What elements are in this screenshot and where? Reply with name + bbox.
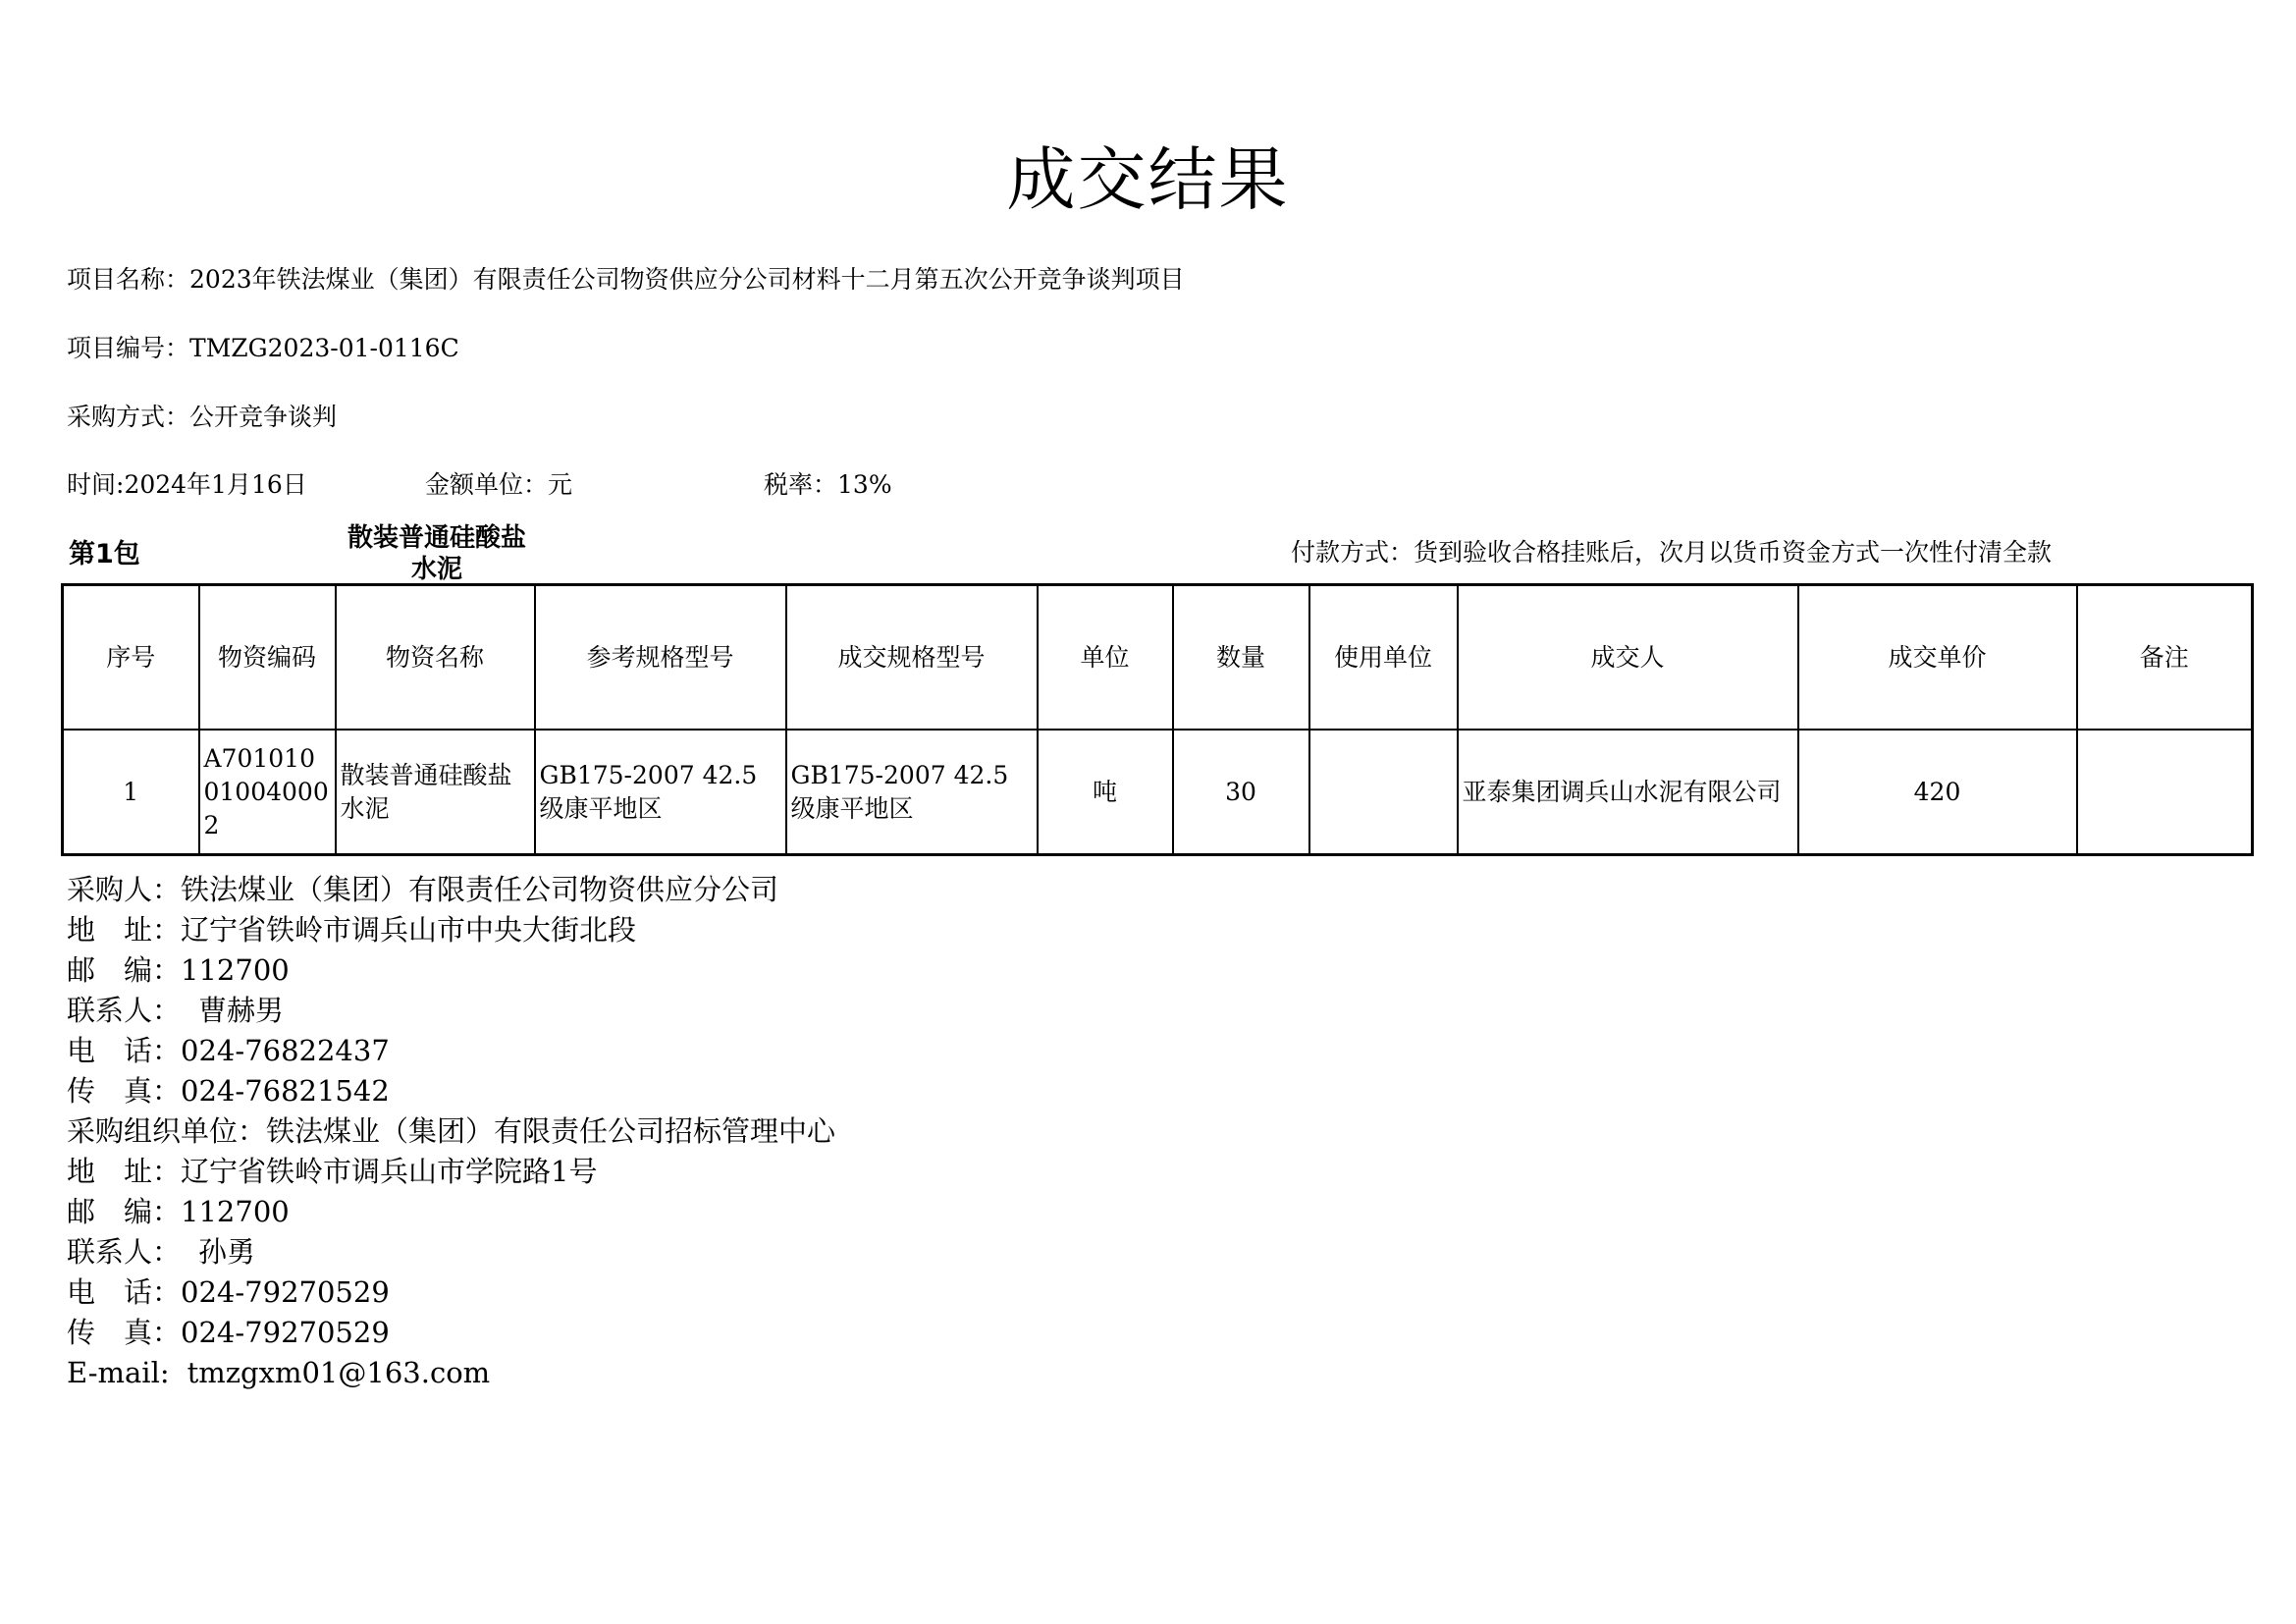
organizer-email[interactable]: tmzgxm01@163.com (187, 1356, 491, 1389)
organizer-postcode-label: 邮 编： (67, 1195, 182, 1228)
purchaser-postcode: 112700 (181, 953, 290, 987)
organizer-fax: 024-79270529 (181, 1316, 390, 1349)
payment-label: 付款方式： (1291, 538, 1415, 567)
col-header-user-unit: 使用单位 (1309, 585, 1458, 731)
package-label: 第1包 (69, 539, 140, 569)
organizer-contact-line (67, 1232, 255, 1272)
project-name-line (67, 263, 1185, 297)
organizer-name: 铁法煤业（集团）有限责任公司招标管理中心 (266, 1114, 836, 1148)
purchaser-phone-label: 电 话： (67, 1034, 182, 1067)
purchaser-address-label: 地 址： (67, 913, 182, 947)
organizer-fax-label: 传 真： (67, 1316, 182, 1349)
col-header-material-code: 物资编码 (199, 585, 336, 731)
project-name: 2023年铁法煤业（集团）有限责任公司物资供应分公司材料十二月第五次公开竞争谈判项目 (189, 265, 1185, 294)
purchaser-phone: 024-76822437 (181, 1034, 390, 1067)
table-row (63, 730, 2253, 855)
purchase-method: 公开竞争谈判 (189, 403, 338, 431)
currency-label: 金额单位： (425, 470, 549, 499)
organizer-postcode-line (67, 1192, 290, 1232)
package-name: 散装普通硅酸盐水泥 (347, 523, 526, 584)
cell-material-code: A701010010040002 (199, 730, 336, 855)
cell-deal-spec: GB175-2007 42.5级康平地区 (786, 730, 1038, 855)
project-code-line (67, 332, 459, 365)
cell-reference-spec: GB175-2007 42.5级康平地区 (535, 730, 786, 855)
tax-label: 税率： (764, 470, 838, 499)
organizer-phone-label: 电 话： (67, 1275, 182, 1309)
purchaser-name-line (67, 870, 778, 910)
col-header-quantity: 数量 (1173, 585, 1309, 731)
col-header-unit-price: 成交单价 (1798, 585, 2077, 731)
payment-value: 货到验收合格挂账后，次月以货币资金方式一次性付清全款 (1414, 538, 2053, 567)
cell-user-unit (1309, 730, 1458, 855)
cell-remarks (2077, 730, 2253, 855)
organizer-name-line (67, 1111, 835, 1152)
project-name-label: 项目名称： (67, 265, 190, 294)
organizer-address-label: 地 址： (67, 1155, 182, 1188)
col-header-reference-spec: 参考规格型号 (535, 585, 786, 731)
cell-unit-price: 420 (1798, 730, 2077, 855)
cell-index: 1 (63, 730, 199, 855)
organizer-address-line (67, 1152, 597, 1192)
table-header-row (63, 585, 2253, 731)
purchase-method-label: 采购方式： (67, 403, 190, 431)
organizer-phone-line (67, 1272, 390, 1313)
organizer-name-label: 采购组织单位： (67, 1114, 267, 1148)
col-header-winner: 成交人 (1458, 585, 1798, 731)
col-header-index: 序号 (63, 585, 199, 731)
cell-material-name: 散装普通硅酸盐水泥 (336, 730, 535, 855)
purchaser-name: 铁法煤业（集团）有限责任公司物资供应分公司 (181, 873, 779, 906)
currency-field (425, 468, 572, 502)
purchaser-fax: 024-76821542 (181, 1074, 390, 1108)
purchaser-contact-label: 联系人： (67, 994, 182, 1027)
cell-winner: 亚泰集团调兵山水泥有限公司 (1458, 730, 1798, 855)
organizer-address: 辽宁省铁岭市调兵山市学院路1号 (181, 1155, 598, 1188)
purchaser-postcode-label: 邮 编： (67, 953, 182, 987)
payment-terms (1291, 536, 2052, 569)
purchaser-postcode-line (67, 950, 290, 991)
tax-value: 13% (837, 470, 892, 499)
purchaser-fax-label: 传 真： (67, 1074, 182, 1108)
organizer-email-line (67, 1353, 490, 1393)
organizer-contact-label: 联系人： (67, 1235, 182, 1269)
cell-quantity: 30 (1173, 730, 1309, 855)
tax-field (764, 468, 892, 502)
time-value: 2024年1月16日 (124, 470, 307, 499)
purchaser-contact: 曹赫男 (198, 994, 285, 1027)
organizer-fax-line (67, 1313, 390, 1353)
col-header-material-name: 物资名称 (336, 585, 535, 731)
organizer-phone: 024-79270529 (181, 1275, 390, 1309)
result-table (61, 583, 2254, 856)
purchaser-phone-line (67, 1031, 390, 1071)
currency-value: 元 (548, 470, 573, 499)
project-code-label: 项目编号： (67, 334, 190, 362)
purchaser-address-line (67, 910, 636, 950)
purchaser-contact-line (67, 991, 284, 1031)
time-field (67, 468, 307, 502)
time-label: 时间: (67, 470, 125, 499)
organizer-postcode: 112700 (181, 1195, 290, 1228)
col-header-unit: 单位 (1038, 585, 1173, 731)
cell-unit: 吨 (1038, 730, 1173, 855)
purchaser-fax-line (67, 1071, 390, 1111)
purchaser-address: 辽宁省铁岭市调兵山市中央大街北段 (181, 913, 637, 947)
page-title: 成交结果 (1006, 139, 1290, 220)
organizer-email-label: E-mail: (67, 1356, 170, 1389)
purchaser-name-label: 采购人： (67, 873, 182, 906)
organizer-contact: 孙勇 (198, 1235, 256, 1269)
col-header-deal-spec: 成交规格型号 (786, 585, 1038, 731)
project-code: TMZG2023-01-0116C (189, 334, 459, 362)
col-header-remarks: 备注 (2077, 585, 2253, 731)
purchase-method-line (67, 401, 337, 434)
